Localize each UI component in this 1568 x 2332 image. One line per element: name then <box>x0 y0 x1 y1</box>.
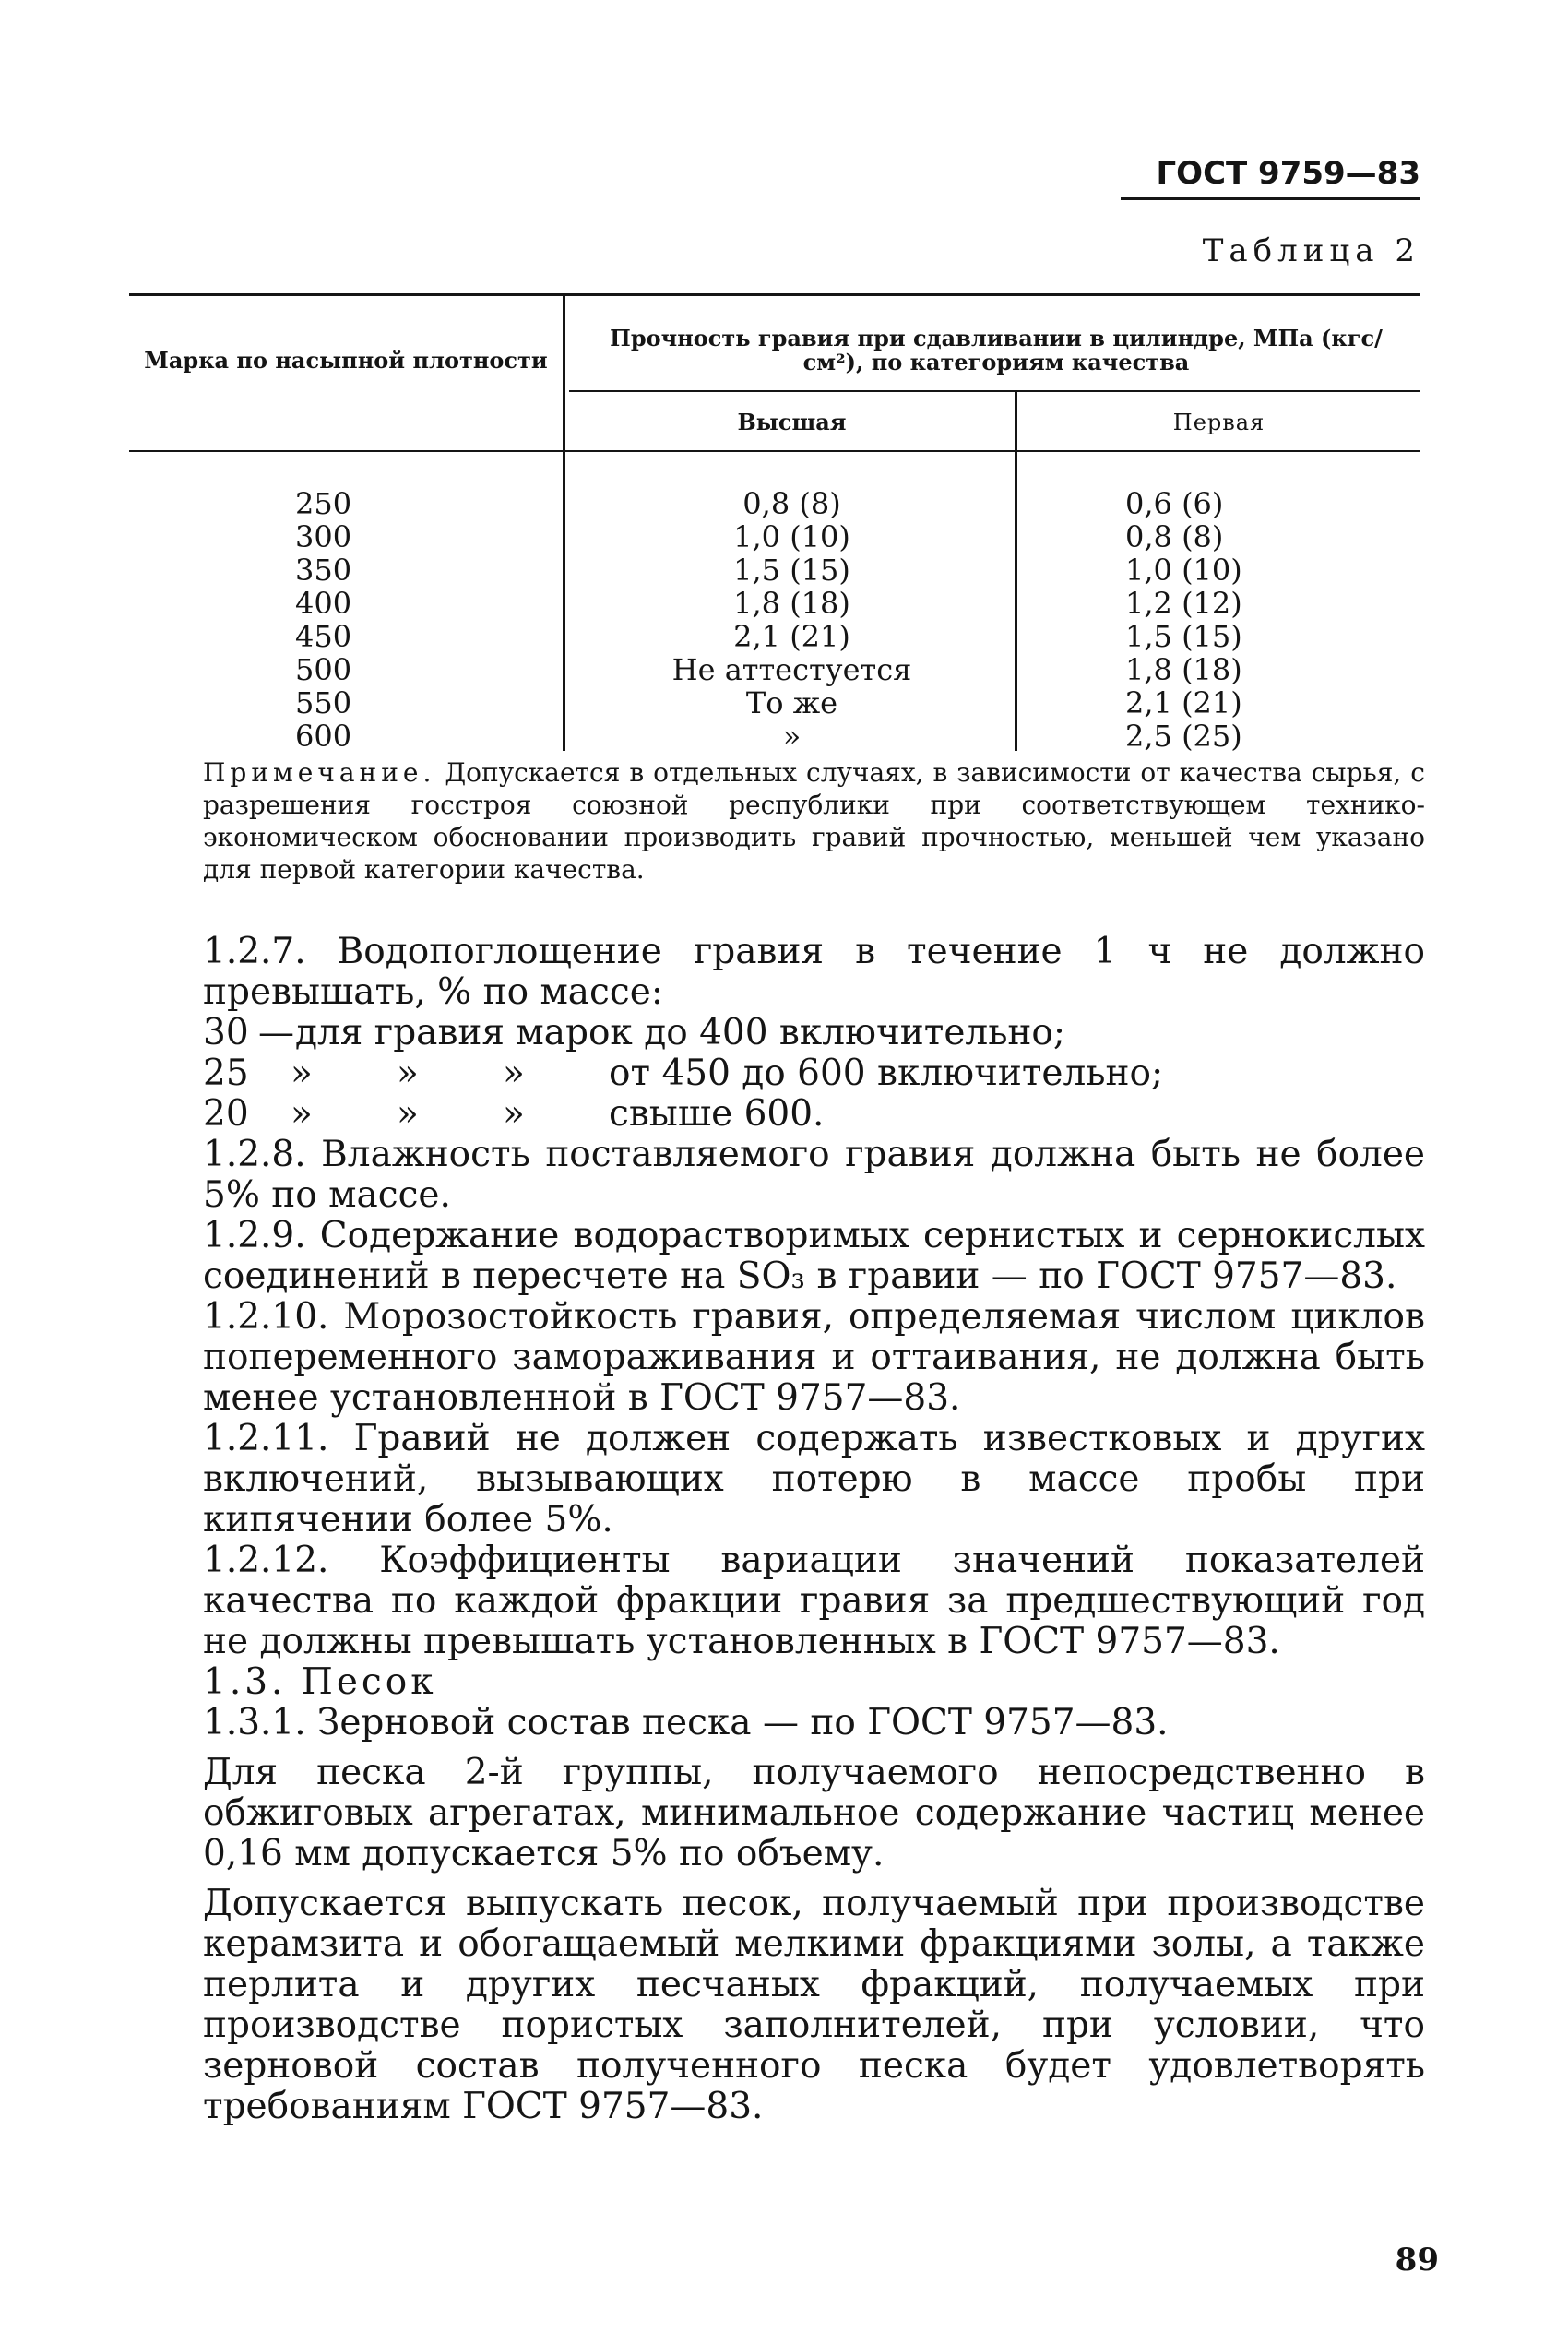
clause-1-2-10: 1.2.10. Морозостойкость гравия, определяемая числом циклов попеременного замораживания и оттаивания, не должна быть менее установленной в ГОСТ 9757—83. <box>203 1296 1425 1419</box>
clause-1-2-9: 1.2.9. Содержание водорастворимых сернистых и сернокислых соединений в пересчете на SO₃ в гравии — по ГОСТ 9757—83. <box>203 1215 1425 1297</box>
section-1-3-heading: 1.3. Песок <box>203 1661 437 1703</box>
highest-cell: То же <box>745 685 838 720</box>
header-first: Первая <box>1172 410 1265 435</box>
water-absorption-row-3 <box>203 1094 1425 1135</box>
absorption-value: 25 <box>203 1053 249 1094</box>
ditto-mark: » <box>503 1053 525 1094</box>
table-divider-2 <box>1015 390 1017 751</box>
highest-cell: 1,0 (10) <box>733 519 850 554</box>
first-cell: 1,2 (12) <box>1125 586 1242 621</box>
strength-table <box>129 293 1420 754</box>
first-cell: 0,6 (6) <box>1125 486 1224 521</box>
table-top-rule <box>129 293 1420 296</box>
highest-cell: 1,8 (18) <box>733 586 850 621</box>
highest-cell: 1,5 (15) <box>733 553 850 588</box>
clause-1-3-1: 1.3.1. Зерновой состав песка — по ГОСТ 9757—83. <box>203 1702 1169 1743</box>
table-note <box>203 756 1425 886</box>
mark-cell: 300 <box>295 519 352 554</box>
note-text: Допускается в отдельных случаях, в зависимости от качества сырья, с разрешения госстроя союзной республики при соответствующем технико-экономическом обосновании производить гравий прочностью, меньшей чем указано для первой категории качества. <box>203 757 1425 885</box>
first-cell: 1,0 (10) <box>1125 553 1242 588</box>
mark-cell: 550 <box>295 685 352 720</box>
ditto-mark: » <box>397 1053 419 1094</box>
absorption-text: для гравия марок до 400 включительно; <box>295 1012 1066 1053</box>
first-cell: 2,1 (21) <box>1125 685 1242 720</box>
clause-1-2-7: 1.2.7. Водопоглощение гравия в течение 1 ч не должно превышать, % по массе: <box>203 931 1425 1013</box>
first-column <box>1125 487 1356 753</box>
first-cell: 1,5 (15) <box>1125 619 1242 654</box>
marks-column <box>295 487 378 753</box>
ditto-mark: » <box>291 1053 313 1094</box>
header-mark: Марка по насыпной плотности <box>144 347 548 374</box>
document-code: ГОСТ 9759—83 <box>1156 155 1420 192</box>
absorption-text: от 450 до 600 включительно; <box>609 1053 1164 1094</box>
clause-1-3-1-para-3: Допускается выпускать песок, получаемый при производстве керамзита и обогащаемый мелкими фракциями золы, а также перлита и других песчаных фракций, получаемых при производстве пористых заполнителей, при условии, что зерновой состав полученного песка будет удовлетворять требованиям ГОСТ 9757—83. <box>203 1883 1425 2127</box>
absorption-value: 20 <box>203 1093 249 1135</box>
table-subheader-rule <box>569 390 1420 392</box>
highest-cell: 0,8 (8) <box>742 486 841 521</box>
mark-cell: 350 <box>295 553 352 588</box>
body-text <box>203 932 1425 2127</box>
mark-cell: 250 <box>295 486 352 521</box>
water-absorption-row-2 <box>203 1053 1425 1094</box>
table-divider-1 <box>563 293 565 751</box>
header-rule <box>1121 197 1420 200</box>
clause-1-2-11: 1.2.11. Гравий не должен содержать известковых и других включений, вызывающих потерю в массе пробы при кипячении более 5%. <box>203 1418 1425 1541</box>
highest-cell: » <box>782 719 802 754</box>
clause-1-3-1-para-2: Для песка 2-й группы, получаемого непосредственно в обжиговых агрегатах, минимальное содержание частиц менее 0,16 мм допускается 5% по объему. <box>203 1752 1425 1874</box>
ditto-mark: » <box>503 1093 525 1135</box>
table-caption: Таблица 2 <box>1202 232 1420 269</box>
mark-cell: 450 <box>295 619 352 654</box>
ditto-mark: » <box>291 1093 313 1135</box>
first-cell: 1,8 (18) <box>1125 652 1242 687</box>
highest-cell: Не аттестуется <box>671 652 912 687</box>
clause-1-2-8: 1.2.8. Влажность поставляемого гравия должна быть не более 5% по массе. <box>203 1134 1425 1216</box>
header-highest: Высшая <box>737 409 847 435</box>
page-number: 89 <box>1395 2242 1439 2278</box>
absorption-value: 30 <box>203 1012 249 1053</box>
mark-cell: 600 <box>295 719 352 754</box>
first-cell: 2,5 (25) <box>1125 719 1242 754</box>
highest-column <box>569 487 1015 753</box>
header-strength: Прочность гравия при сдавливании в цилиндре, МПа (кгс/см²), по категориям качества <box>610 325 1383 376</box>
water-absorption-row-1 <box>203 1013 1425 1053</box>
clause-1-2-12: 1.2.12. Коэффициенты вариации значений показателей качества по каждой фракции гравия за предшествующий год не должны превышать установленных в ГОСТ 9757—83. <box>203 1540 1425 1662</box>
mark-cell: 500 <box>295 652 352 687</box>
dash: — <box>258 1012 294 1053</box>
ditto-mark: » <box>397 1093 419 1135</box>
mark-cell: 400 <box>295 586 352 621</box>
first-cell: 0,8 (8) <box>1125 519 1224 554</box>
table-header-rule <box>129 450 1420 452</box>
note-lead: Примечание. <box>203 757 436 788</box>
highest-cell: 2,1 (21) <box>733 619 850 654</box>
absorption-text: свыше 600. <box>609 1093 825 1135</box>
